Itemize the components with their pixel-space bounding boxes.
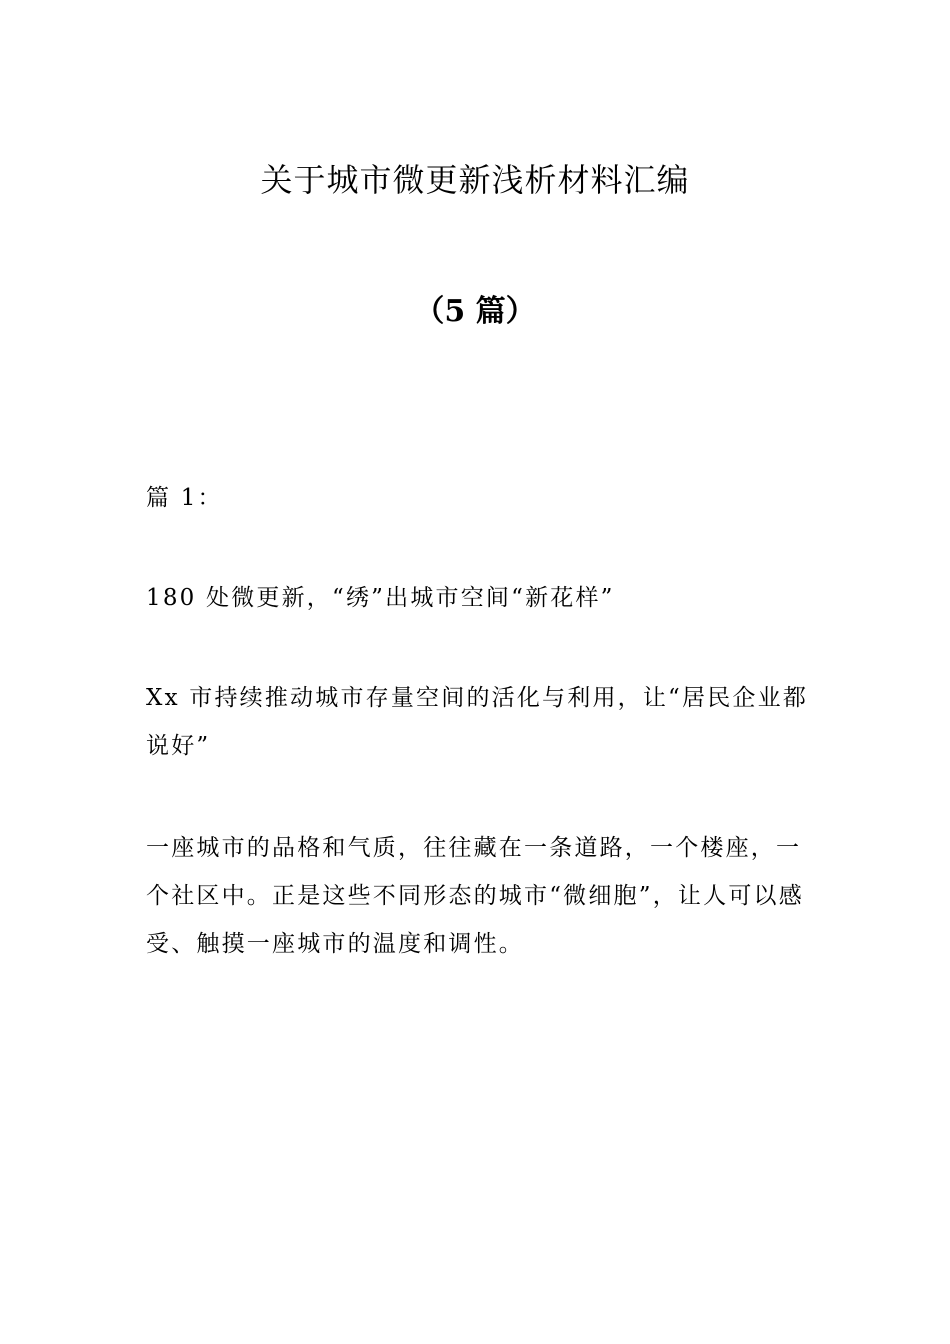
article-heading: 180 处微更新，“绣”出城市空间“新花样” — [146, 585, 615, 611]
chapter-label: 篇 1： — [146, 485, 223, 511]
document-title: 关于城市微更新浅析材料汇编 — [260, 161, 690, 199]
lead-paragraph: Xx 市持续推动城市存量空间的活化与利用，让“居民企业都说好” — [146, 685, 809, 759]
document-subtitle: （5 篇） — [414, 294, 536, 329]
body-paragraph: 一座城市的品格和气质，往往藏在一条道路，一个楼座，一个社区中。正是这些不同形态的城市“微细胞”，让人可以感受、触摸一座城市的温度和调性。 — [146, 835, 804, 957]
